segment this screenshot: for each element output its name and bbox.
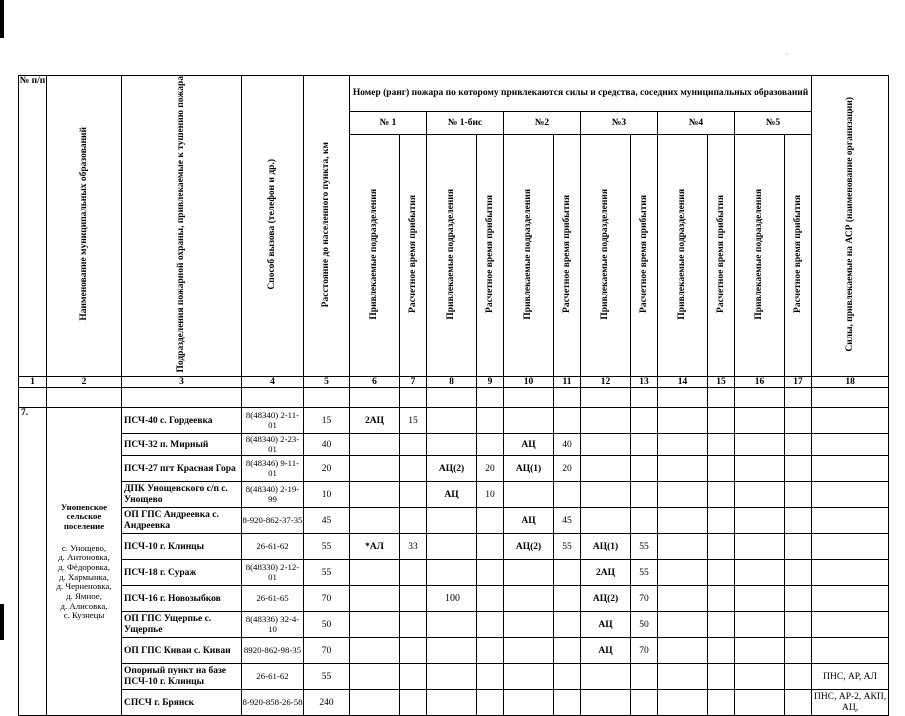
arrival-time	[631, 434, 658, 456]
subheader-units-cell	[658, 135, 708, 377]
column-number: 6	[350, 376, 400, 387]
assigned-units	[504, 638, 554, 664]
call-method: 26-61-62	[242, 534, 304, 560]
arrival-time: 55	[631, 560, 658, 586]
assigned-units	[735, 612, 785, 638]
column-number: 7	[400, 376, 427, 387]
subheader-units-cell	[581, 135, 631, 377]
assigned-units	[504, 408, 554, 434]
table-row	[19, 664, 889, 690]
assigned-units: АЦ	[581, 638, 631, 664]
assigned-units	[427, 508, 477, 534]
distance: 50	[304, 612, 350, 638]
assigned-units: АЦ	[427, 482, 477, 508]
arrival-time	[400, 456, 427, 482]
header-distance: Расстояние до населенного пункта, км	[321, 141, 332, 307]
arrival-time	[785, 560, 812, 586]
header-call-cell	[242, 76, 304, 377]
table-row	[19, 456, 889, 482]
subheader-time: Расчетное время прибытия	[407, 194, 418, 313]
blank-cell	[400, 388, 427, 408]
assigned-units	[658, 690, 708, 716]
subheader-units-cell	[427, 135, 477, 377]
arrival-time	[785, 612, 812, 638]
arrival-time: 10	[477, 482, 504, 508]
arrival-time	[785, 638, 812, 664]
settlement-name: с. Унощево,	[61, 542, 107, 553]
assigned-units	[735, 664, 785, 690]
blank-cell	[581, 388, 631, 408]
column-number: 16	[735, 376, 785, 387]
arrival-time	[400, 664, 427, 690]
assigned-units: АЦ(1)	[504, 456, 554, 482]
arrival-time	[708, 434, 735, 456]
binder-mark-bottom	[0, 604, 4, 640]
arrival-time: 20	[554, 456, 581, 482]
blank-cell	[19, 388, 47, 408]
assigned-units	[504, 482, 554, 508]
table-row	[19, 560, 889, 586]
unit-name: ДПК Унощевского с/п с. Унощево	[122, 482, 242, 508]
subheader-units: Привлекаемые подразделения	[446, 188, 457, 320]
assigned-units	[350, 508, 400, 534]
blank-cell	[631, 388, 658, 408]
assigned-units	[735, 434, 785, 456]
asr-forces	[812, 508, 889, 534]
unit-name: ПСЧ-18 г. Сураж	[122, 560, 242, 586]
unit-name: ОП ГПС Киваи с. Киваи	[122, 638, 242, 664]
settlement-name: д. Алисовка,	[60, 600, 108, 611]
assigned-units	[658, 456, 708, 482]
arrival-time	[785, 690, 812, 716]
assigned-units: АЦ(2)	[581, 586, 631, 612]
column-number: 8	[427, 376, 477, 387]
arrival-time	[477, 638, 504, 664]
column-number: 1	[19, 376, 47, 387]
arrival-time	[477, 434, 504, 456]
arrival-time	[400, 638, 427, 664]
subheader-time-cell	[400, 135, 427, 377]
assigned-units: 2АЦ	[581, 560, 631, 586]
assigned-units	[350, 434, 400, 456]
header-fire-rank: Номер (ранг) пожара по которому привлекаются силы и средства, соседних муниципальных образований	[350, 76, 812, 112]
arrival-time: 70	[631, 638, 658, 664]
settlement-name: д. Антоновка,	[58, 552, 110, 563]
blank-cell	[350, 388, 400, 408]
arrival-time	[708, 408, 735, 434]
unit-name: ПСЧ-40 с. Гордеевка	[122, 408, 242, 434]
settlement-name: с. Кузнецы	[63, 610, 105, 621]
blank-cell	[477, 388, 504, 408]
blank-cell	[504, 388, 554, 408]
arrival-time: 33	[400, 534, 427, 560]
arrival-time	[785, 534, 812, 560]
fire-forces-table	[18, 75, 889, 716]
header-municipality-cell	[47, 76, 122, 377]
distance: 70	[304, 586, 350, 612]
arrival-time	[708, 482, 735, 508]
unit-name: ПСЧ-10 г. Клинцы	[122, 534, 242, 560]
assigned-units	[735, 456, 785, 482]
assigned-units	[658, 638, 708, 664]
arrival-time	[785, 408, 812, 434]
blank-cell	[708, 388, 735, 408]
distance: 55	[304, 560, 350, 586]
assigned-units	[735, 408, 785, 434]
arrival-time	[708, 690, 735, 716]
assigned-units	[427, 664, 477, 690]
assigned-units	[350, 664, 400, 690]
rank-header: № 1-бис	[427, 111, 504, 134]
assigned-units	[427, 560, 477, 586]
blank-cell	[658, 388, 708, 408]
call-method: 8920-862-98-35	[242, 638, 304, 664]
unit-name: СПСЧ г. Брянск	[122, 690, 242, 716]
arrival-time	[554, 664, 581, 690]
assigned-units	[350, 482, 400, 508]
assigned-units	[735, 534, 785, 560]
asr-forces	[812, 434, 889, 456]
column-number: 4	[242, 376, 304, 387]
subheader-time: Расчетное время прибытия	[484, 194, 495, 313]
table-row	[19, 508, 889, 534]
scan-dot: ·	[786, 52, 788, 58]
column-number: 9	[477, 376, 504, 387]
arrival-time	[708, 456, 735, 482]
distance: 240	[304, 690, 350, 716]
call-method: 8-920-858-26-58	[242, 690, 304, 716]
arrival-time	[554, 612, 581, 638]
arrival-time	[477, 612, 504, 638]
settlement-name: д. Черненовка,	[56, 581, 112, 592]
blank-cell	[304, 388, 350, 408]
subheader-time: Расчетное время прибытия	[792, 194, 803, 313]
assigned-units	[581, 434, 631, 456]
assigned-units	[427, 408, 477, 434]
assigned-units	[504, 612, 554, 638]
subheader-units-cell	[504, 135, 554, 377]
arrival-time	[631, 456, 658, 482]
arrival-time	[400, 612, 427, 638]
arrival-time	[554, 690, 581, 716]
arrival-time	[554, 408, 581, 434]
subheader-units-cell	[350, 135, 400, 377]
arrival-time	[477, 664, 504, 690]
subheader-units: Привлекаемые подразделения	[677, 188, 688, 320]
blank-cell	[785, 388, 812, 408]
page-number: 100	[445, 593, 460, 604]
arrival-time: 20	[477, 456, 504, 482]
distance: 10	[304, 482, 350, 508]
assigned-units	[658, 434, 708, 456]
distance: 15	[304, 408, 350, 434]
unit-name: Опорный пункт на базе ПСЧ-10 г. Клинцы	[122, 664, 242, 690]
subheader-units-cell	[735, 135, 785, 377]
assigned-units	[735, 690, 785, 716]
settlement-name: д. Хармынка,	[59, 571, 109, 582]
header-call: Способ вызова (телефон и др.)	[267, 158, 278, 290]
arrival-time	[631, 408, 658, 434]
call-method: 26-61-65	[242, 586, 304, 612]
assigned-units	[504, 664, 554, 690]
header-asr-cell	[812, 76, 889, 377]
assigned-units	[581, 482, 631, 508]
assigned-units	[581, 456, 631, 482]
assigned-units	[735, 508, 785, 534]
column-number: 5	[304, 376, 350, 387]
arrival-time	[554, 482, 581, 508]
table-row	[19, 690, 889, 716]
header-municipality: Наименование муниципальных образований	[78, 127, 89, 322]
arrival-time: 50	[631, 612, 658, 638]
call-method: 8(48340) 2-23-01	[242, 434, 304, 456]
blank-cell	[735, 388, 785, 408]
arrival-time	[708, 664, 735, 690]
arrival-time	[477, 690, 504, 716]
assigned-units: *АЛ	[350, 534, 400, 560]
assigned-units: АЦ	[504, 434, 554, 456]
assigned-units	[658, 560, 708, 586]
assigned-units	[658, 534, 708, 560]
arrival-time	[708, 638, 735, 664]
assigned-units	[427, 690, 477, 716]
assigned-units	[504, 560, 554, 586]
rank-header: №4	[658, 111, 735, 134]
assigned-units	[427, 612, 477, 638]
unit-name: ОП ГПС Андреевка с. Андреевка	[122, 508, 242, 534]
arrival-time: 55	[631, 534, 658, 560]
arrival-time	[477, 560, 504, 586]
subheader-time: Расчетное время прибытия	[715, 194, 726, 313]
rank-header: № 1	[350, 111, 427, 134]
arrival-time	[631, 508, 658, 534]
column-number: 2	[47, 376, 122, 387]
arrival-time	[400, 508, 427, 534]
subheader-time-cell	[554, 135, 581, 377]
asr-forces	[812, 534, 889, 560]
subheader-time-cell	[708, 135, 735, 377]
distance: 20	[304, 456, 350, 482]
settlement-name: д. Ямное,	[66, 591, 102, 602]
arrival-time	[554, 638, 581, 664]
call-method: 26-61-62	[242, 664, 304, 690]
assigned-units: 2АЦ	[350, 408, 400, 434]
assigned-units	[735, 560, 785, 586]
arrival-time	[400, 690, 427, 716]
column-number: 13	[631, 376, 658, 387]
arrival-time	[400, 434, 427, 456]
blank-cell	[242, 388, 304, 408]
assigned-units	[658, 408, 708, 434]
table-row	[19, 434, 889, 456]
arrival-time	[708, 612, 735, 638]
asr-forces	[812, 482, 889, 508]
arrival-time	[400, 560, 427, 586]
call-method: 8(48340) 2-19-99	[242, 482, 304, 508]
distance: 40	[304, 434, 350, 456]
rank-header: №5	[735, 111, 812, 134]
unit-name: ОП ГПС Ущерпье с. Ущерпье	[122, 612, 242, 638]
table-row	[19, 534, 889, 560]
assigned-units: АЦ	[504, 508, 554, 534]
subheader-time-cell	[477, 135, 504, 377]
assigned-units: АЦ	[581, 612, 631, 638]
blank-cell	[427, 388, 477, 408]
asr-forces: ПНС, АР, АЛ	[812, 664, 889, 690]
distance: 45	[304, 508, 350, 534]
subheader-units: Привлекаемые подразделения	[369, 188, 380, 320]
assigned-units	[350, 456, 400, 482]
asr-forces	[812, 408, 889, 434]
asr-forces	[812, 612, 889, 638]
subheader-time: Расчетное время прибытия	[561, 194, 572, 313]
asr-forces	[812, 560, 889, 586]
column-number: 18	[812, 376, 889, 387]
subheader-units: Привлекаемые подразделения	[600, 188, 611, 320]
column-number: 15	[708, 376, 735, 387]
arrival-time: 55	[554, 534, 581, 560]
arrival-time	[785, 434, 812, 456]
arrival-time	[631, 482, 658, 508]
asr-forces	[812, 638, 889, 664]
table-row	[19, 612, 889, 638]
column-number: 14	[658, 376, 708, 387]
arrival-time	[708, 534, 735, 560]
assigned-units	[581, 508, 631, 534]
column-number: 11	[554, 376, 581, 387]
assigned-units	[581, 664, 631, 690]
header-units: Подразделения пожарной охраны, привлекаемые к тушению пожара	[176, 76, 187, 373]
column-number: 12	[581, 376, 631, 387]
arrival-time	[477, 508, 504, 534]
arrival-time	[477, 408, 504, 434]
municipality-name: Унопевское сельское поселение	[60, 501, 108, 531]
assigned-units	[735, 482, 785, 508]
asr-forces: ПНС, АР-2, АКП, АЦ,	[812, 690, 889, 716]
arrival-time	[400, 482, 427, 508]
call-method: 8(48330) 2-12-01	[242, 560, 304, 586]
call-method: 8(48346) 9-11-01	[242, 456, 304, 482]
assigned-units: АЦ(1)	[581, 534, 631, 560]
arrival-time	[554, 560, 581, 586]
assigned-units	[581, 690, 631, 716]
assigned-units: АЦ(2)	[427, 456, 477, 482]
distance: 70	[304, 638, 350, 664]
arrival-time	[631, 690, 658, 716]
assigned-units	[427, 534, 477, 560]
arrival-time	[785, 482, 812, 508]
header-num: № п/п	[19, 76, 47, 377]
subheader-units: Привлекаемые подразделения	[523, 188, 534, 320]
distance: 55	[304, 664, 350, 690]
group-index: 7.	[19, 408, 47, 716]
column-number: 3	[122, 376, 242, 387]
subheader-units: Привлекаемые подразделения	[754, 188, 765, 320]
arrival-time	[785, 508, 812, 534]
arrival-time	[708, 560, 735, 586]
column-number: 17	[785, 376, 812, 387]
arrival-time	[785, 456, 812, 482]
blank-cell	[47, 388, 122, 408]
assigned-units	[350, 638, 400, 664]
subheader-time: Расчетное время прибытия	[638, 194, 649, 313]
call-method: 8(48340) 2-11-01	[242, 408, 304, 434]
unit-name: ПСЧ-16 г. Новозыбков	[122, 586, 242, 612]
assigned-units	[427, 638, 477, 664]
arrival-time	[477, 534, 504, 560]
assigned-units	[504, 690, 554, 716]
arrival-time: 15	[400, 408, 427, 434]
header-units-cell	[122, 76, 242, 377]
binder-mark-top	[0, 0, 4, 38]
rank-header: №2	[504, 111, 581, 134]
distance: 55	[304, 534, 350, 560]
unit-name: ПСЧ-27 пгт Красная Гора	[122, 456, 242, 482]
arrival-time	[708, 508, 735, 534]
header-distance-cell	[304, 76, 350, 377]
assigned-units	[658, 612, 708, 638]
subheader-time-cell	[631, 135, 658, 377]
column-number: 10	[504, 376, 554, 387]
asr-forces	[812, 456, 889, 482]
table-row	[19, 638, 889, 664]
assigned-units	[658, 482, 708, 508]
call-method: 8-920-862-37-35	[242, 508, 304, 534]
blank-cell	[122, 388, 242, 408]
assigned-units	[350, 612, 400, 638]
assigned-units	[658, 508, 708, 534]
assigned-units	[581, 408, 631, 434]
assigned-units: АЦ(2)	[504, 534, 554, 560]
arrival-time: 45	[554, 508, 581, 534]
subheader-time-cell	[785, 135, 812, 377]
call-method: 8(48336) 32-4-10	[242, 612, 304, 638]
table-row	[19, 482, 889, 508]
municipality-cell	[47, 408, 122, 716]
arrival-time: 70	[631, 586, 658, 612]
blank-cell	[554, 388, 581, 408]
arrival-time	[785, 664, 812, 690]
unit-name: ПСЧ-32 п. Мирный	[122, 434, 242, 456]
blank-cell	[812, 388, 889, 408]
assigned-units	[735, 638, 785, 664]
arrival-time	[631, 664, 658, 690]
arrival-time: 40	[554, 434, 581, 456]
assigned-units	[427, 434, 477, 456]
header-asr: Силы, привлекаемые на АСР (наименование организации)	[844, 96, 855, 352]
assigned-units	[658, 664, 708, 690]
table-row	[19, 408, 889, 434]
assigned-units	[350, 690, 400, 716]
rank-header: №3	[581, 111, 658, 134]
assigned-units	[350, 560, 400, 586]
settlement-name: д. Фёдоровка,	[58, 562, 110, 573]
